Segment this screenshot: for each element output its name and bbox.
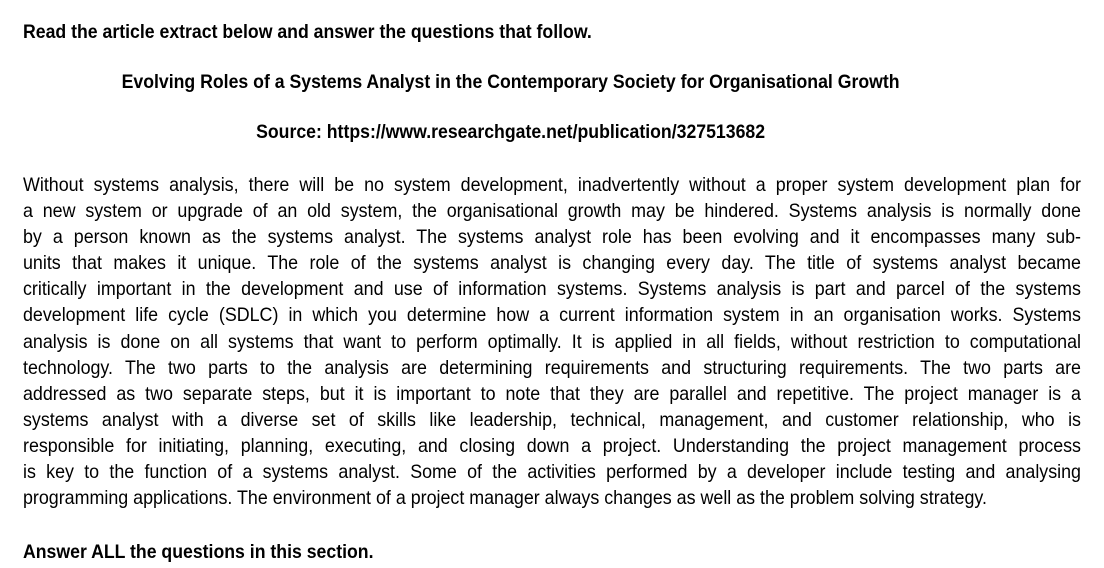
article-line: programming applications. The environment of a project manager always changes as well as the problem solving strategy. xyxy=(23,488,987,510)
article-title: Evolving Roles of a Systems Analyst in the Contemporary Society for Organisational Growth xyxy=(121,72,900,93)
article-line: critically important in the development and use of information systems. Systems analysis is part and parcel of the systems xyxy=(23,279,1081,301)
article-line: systems analyst with a diverse set of skills like leadership, technical, management, and customer relationship, who is xyxy=(23,409,1081,431)
reading-instruction: Read the article extract below and answer the questions that follow. xyxy=(23,22,592,43)
article-line: is key to the function of a systems analyst. Some of the activities performed by a developer include testing and analysing xyxy=(23,462,1081,484)
article-line: Without systems analysis, there will be no system development, inadvertently without a proper system development plan for xyxy=(23,175,1081,196)
article-line: responsible for initiating, planning, executing, and closing down a project. Understanding the project management process xyxy=(23,435,1081,457)
article-line: by a person known as the systems analyst. The systems analyst role has been evolving and it encompasses many sub- xyxy=(23,227,1081,249)
article-line: addressed as two separate steps, but it is important to note that they are parallel and repetitive. The project manager is a xyxy=(23,383,1081,405)
article-line: development life cycle (SDLC) in which you determine how a current information system in an organisation works. Systems xyxy=(23,305,1081,327)
article-source: Source: https://www.researchgate.net/publication/327513682 xyxy=(256,122,766,143)
article-line: a new system or upgrade of an old system, the organisational growth may be hindered. Systems analysis is normally done xyxy=(23,201,1081,223)
article-line: technology. The two parts to the analysis are determining requirements and structuring requirements. The two parts are xyxy=(23,357,1081,379)
article-line: analysis is done on all systems that want to perform optimally. It is applied in all fields, without restriction to computational xyxy=(23,331,1081,353)
article-extract xyxy=(23,173,1081,512)
section-instruction: Answer ALL the questions in this section. xyxy=(23,542,374,563)
article-line: units that makes it unique. The role of the systems analyst is changing every day. The title of systems analyst became xyxy=(23,253,1081,275)
